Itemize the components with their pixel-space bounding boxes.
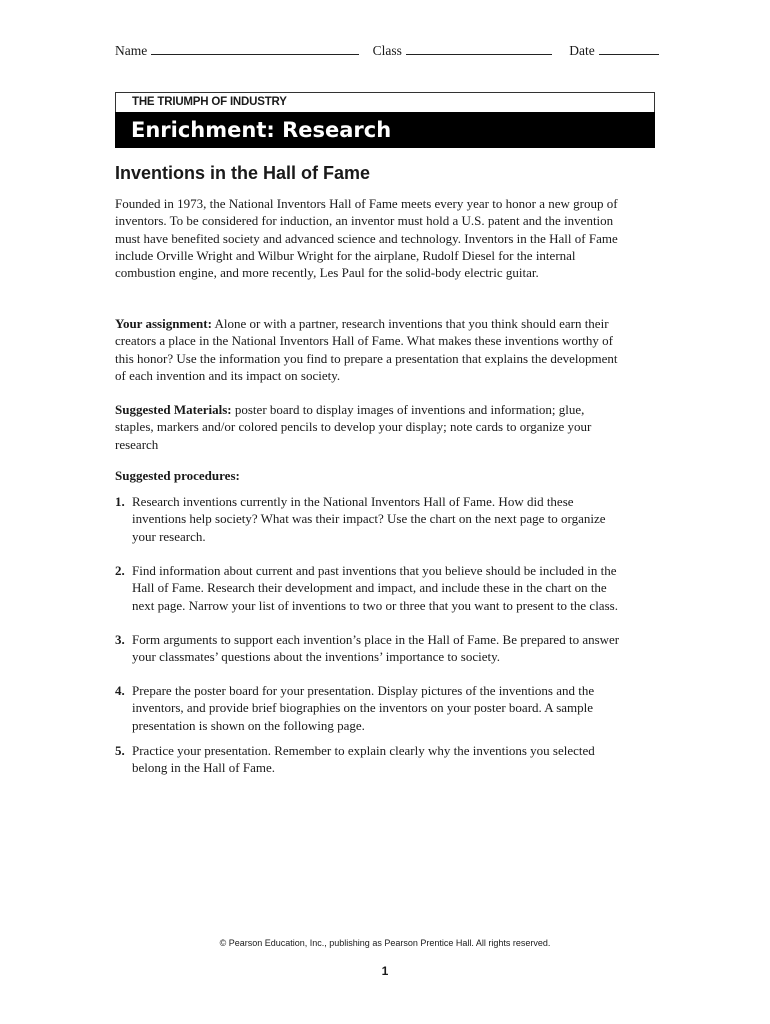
unit-title: THE TRIUMPH OF INDUSTRY bbox=[115, 92, 655, 112]
procedure-step bbox=[115, 562, 625, 631]
step-number: 5. bbox=[115, 743, 125, 758]
procedure-step bbox=[115, 682, 625, 742]
materials-paragraph bbox=[115, 401, 625, 453]
assignment-text: Alone or with a partner, research inventions that you think should earn their creators a place in the National Inventors Hall of Fame. What makes these inventions worthy of this honor? Use the information you find to prepare a presentation that explains the development of each invention and its impact on society. bbox=[115, 316, 618, 383]
procedure-list bbox=[115, 493, 625, 782]
class-label: Class bbox=[372, 43, 402, 58]
step-text: Form arguments to support each invention’s place in the Hall of Fame. Be prepared to answer your classmates’ questions about the inventions’ importance to society. bbox=[132, 632, 620, 665]
copyright-footer: © Pearson Education, Inc., publishing as Pearson Prentice Hall. All rights reserved. bbox=[219, 938, 551, 948]
name-blank[interactable] bbox=[151, 42, 359, 55]
step-text: Research inventions currently in the National Inventors Hall of Fame. How did these inventions help society? What was their impact? Use the chart on the next page to organize your research. bbox=[132, 494, 606, 544]
student-info-line bbox=[115, 42, 660, 59]
materials-text: poster board to display images of inventions and information; glue, staples, markers and/or colored pencils to develop your display; note cards to organize your research bbox=[115, 402, 592, 452]
step-number: 2. bbox=[115, 563, 125, 578]
step-text: Prepare the poster board for your presentation. Display pictures of the inventions and the inventors, and provide brief biographies on the inventors on your poster board. A sample presentation is shown on the following page. bbox=[132, 683, 595, 733]
step-number: 1. bbox=[115, 494, 125, 509]
intro-paragraph: Founded in 1973, the National Inventors Hall of Fame meets every year to honor a new group of inventors. To be considered for induction, an inventor must hold a U.S. patent and the invention must have benefited society and advanced science and technology. Inventors in the Hall of Fame include Orville Wright and Wilbur Wright for the airplane, Rudolf Diesel for the internal combustion engine, and more recently, Les Paul for the solid-body electric guitar. bbox=[115, 196, 618, 281]
assignment-paragraph bbox=[115, 315, 625, 384]
name-label: Name bbox=[115, 43, 148, 58]
procedure-step bbox=[115, 493, 625, 562]
step-text: Practice your presentation. Remember to explain clearly why the inventions you selected belong in the Hall of Fame. bbox=[132, 743, 595, 776]
class-blank[interactable] bbox=[406, 42, 552, 55]
procedure-step bbox=[115, 631, 625, 682]
activity-title: Enrichment: Research bbox=[115, 112, 655, 148]
page-number: 1 bbox=[381, 964, 389, 978]
page-title: Inventions in the Hall of Fame bbox=[115, 163, 371, 183]
date-label: Date bbox=[569, 43, 595, 58]
step-number: 4. bbox=[115, 683, 125, 698]
procedure-step bbox=[115, 742, 625, 782]
step-number: 3. bbox=[115, 632, 125, 647]
procedures-heading: Suggested procedures: bbox=[115, 468, 240, 483]
section-banner bbox=[115, 92, 655, 148]
step-text: Find information about current and past inventions that you believe should be included in the Hall of Fame. Research their development and impact, and include these in the chart on the next page. Narrow your list of inventions to two or three that you want to present to the class. bbox=[132, 563, 618, 613]
assignment-label: Your assignment: bbox=[115, 316, 212, 331]
date-blank[interactable] bbox=[599, 42, 659, 55]
materials-label: Suggested Materials: bbox=[115, 402, 232, 417]
